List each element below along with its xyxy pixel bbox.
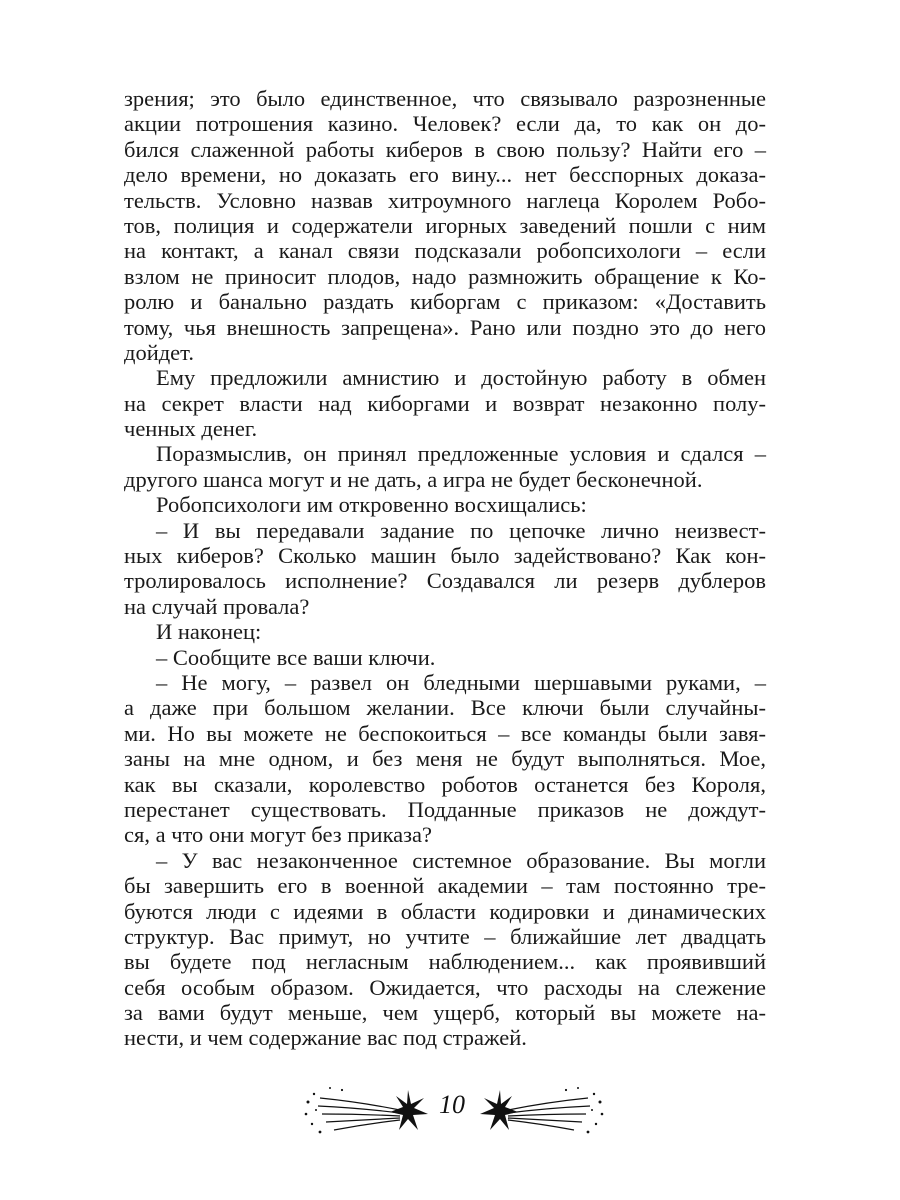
- text-line: акции потрошения казино. Человек? если да, то как он до-: [124, 111, 766, 137]
- text-line: как вы сказали, королевство роботов останется без Короля,: [124, 771, 766, 797]
- text-line: нести, и чем содержание вас под стражей.: [124, 1025, 527, 1051]
- text-line: вы будете под негласным наблюдением... как проявивший: [124, 949, 766, 975]
- text-line: Поразмыслив, он принял предложенные условия и сдался –: [156, 441, 766, 467]
- text-line: ролю и банально раздать киборгам с приказом: «Доставить: [124, 289, 766, 315]
- text-line: на секрет власти над киборгами и возврат незаконно полу-: [124, 390, 766, 416]
- text-line: – Сообщите все ваши ключи.: [156, 644, 436, 670]
- text-line: другого шанса могут и не дать, а игра не будет бесконечной.: [124, 466, 703, 492]
- text-line: на случай провала?: [124, 593, 310, 619]
- text-line: структур. Вас примут, но учтите – ближайшие лет двадцать: [124, 923, 766, 949]
- text-line: – Не могу, – развел он бледными шершавыми руками, –: [156, 669, 766, 695]
- text-line: дойдет.: [124, 339, 194, 365]
- text-line: тов, полиция и содержатели игорных заведений пошли с ним: [124, 212, 766, 238]
- text-line: – У вас незаконченное системное образование. Вы могли: [156, 847, 766, 873]
- text-line: ся, а что они могут без приказа?: [124, 822, 433, 848]
- text-line: Робопсихологи им откровенно восхищались:: [156, 492, 587, 518]
- text-line: а даже при большом желании. Все ключи были случайны-: [124, 695, 766, 721]
- text-line: бился слаженной работы киберов в свою пользу? Найти его –: [124, 136, 766, 162]
- text-line: дело времени, но доказать его вину... нет бесспорных доказа-: [124, 162, 766, 188]
- text-line: тролировалось исполнение? Создавался ли резерв дублеров: [124, 568, 766, 594]
- text-line: за вами будут меньше, чем ущерб, который вы можете на-: [124, 1000, 766, 1026]
- text-line: И наконец:: [156, 619, 262, 645]
- text-line: на контакт, а канал связи подсказали робопсихологи – если: [124, 238, 766, 264]
- text-line: тому, чья внешность запрещена». Рано или поздно это до него: [124, 314, 766, 340]
- text-line: перестанет существовать. Подданные приказов не дождут-: [124, 796, 766, 822]
- text-line: заны на мне одном, и без меня не будут выполняться. Мое,: [124, 746, 766, 772]
- text-line: взлом не приносит плодов, надо размножить обращение к Ко-: [124, 263, 766, 289]
- text-line: ных киберов? Сколько машин было задействовано? Как кон-: [124, 543, 766, 569]
- text-line: себя особым образом. Ожидается, что расходы на слежение: [124, 974, 766, 1000]
- shooting-star-ornament-left-icon: [300, 1080, 430, 1140]
- text-line: зрения; это было единственное, что связывало разрозненные: [124, 86, 766, 111]
- page-number: 10: [439, 1090, 465, 1119]
- text-line: тельств. Условно назвав хитроумного наглеца Королем Робо-: [124, 187, 766, 213]
- text-line: – И вы передавали задание по цепочке лично неизвест-: [156, 517, 766, 543]
- text-line: Ему предложили амнистию и достойную работу в обмен: [156, 365, 766, 391]
- text-line: бы завершить его в военной академии – там постоянно тре-: [124, 873, 766, 899]
- text-line: буются люди с идеями в области кодировки и динамических: [124, 898, 766, 924]
- shooting-star-ornament-right-icon: [478, 1080, 608, 1140]
- text-line: ми. Но вы можете не беспокоиться – все команды были завя-: [124, 720, 766, 746]
- text-line: ченных денег.: [124, 416, 258, 442]
- body-text: [124, 86, 766, 1051]
